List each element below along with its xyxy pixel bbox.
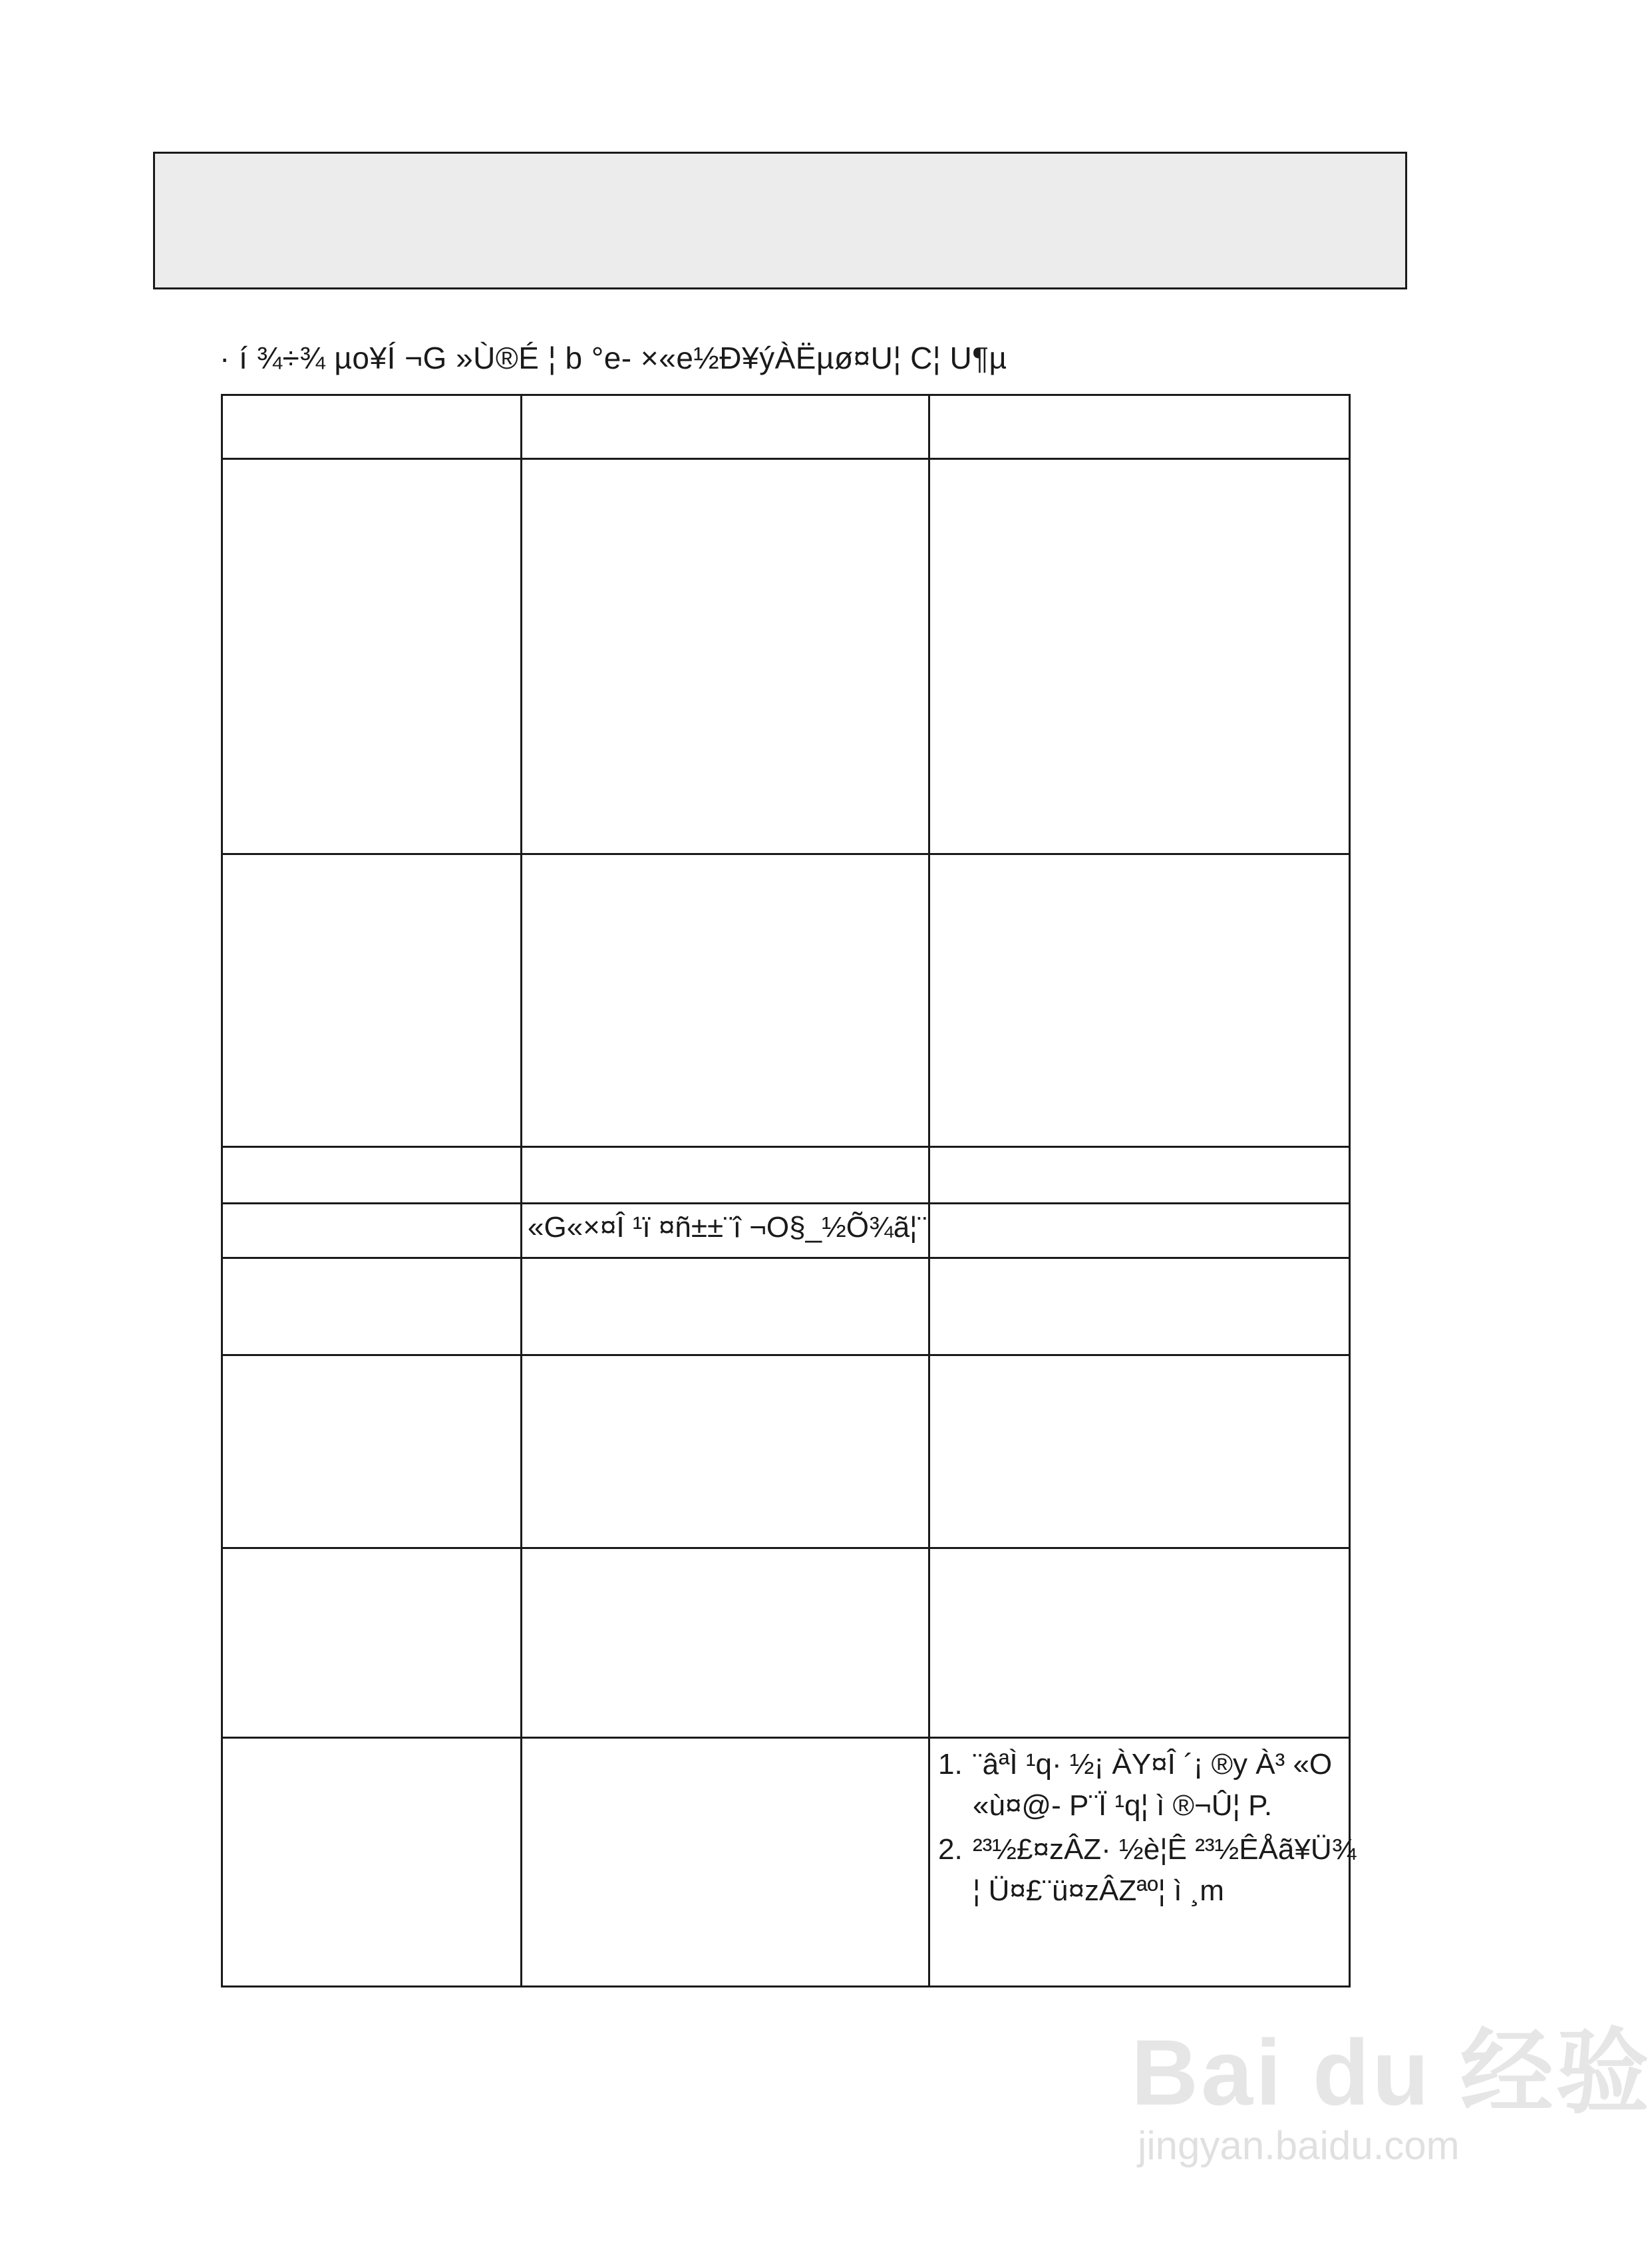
brightness-contrast-text: «G«×¤Î ¹ï ¤ñ±±¨î ¬O§_½Õ¾ã¦¨ [528, 1211, 927, 1244]
table-row [222, 1738, 1350, 1987]
table-row [222, 459, 1350, 854]
table-cell [522, 395, 929, 459]
table-cell [929, 1548, 1350, 1738]
note-line: «ù¤@- P¨Ï ¹q¦ ì ®¬Û¦ P. [973, 1789, 1273, 1822]
watermark-logo: Bai du 经验 [1131, 2020, 1652, 2125]
table-cell [522, 1204, 929, 1258]
table-cell [929, 1147, 1350, 1204]
table-cell [222, 1258, 522, 1355]
table-cell [222, 854, 522, 1147]
table-row [222, 1548, 1350, 1738]
list-item [938, 1829, 1357, 1912]
table-cell [222, 1355, 522, 1548]
table-row [222, 1355, 1350, 1548]
table-cell [222, 1147, 522, 1204]
table-cell [522, 459, 929, 854]
table-cell [522, 1355, 929, 1548]
table-cell [522, 854, 929, 1147]
table-cell [222, 1548, 522, 1738]
table-cell [222, 459, 522, 854]
table-row [222, 854, 1350, 1147]
notes-list [930, 1739, 1357, 1912]
checklist-table [221, 394, 1357, 1987]
note-number: 1. [938, 1748, 963, 1781]
table-cell [929, 1355, 1350, 1548]
intro-text: · í ¾÷¾ µo¥Í ¬G »Ù®É ¦ b °e- ×«e½Ð¥ýÀËµø¤U¦ C¦ U¶µ [220, 341, 1007, 375]
table-row [222, 1147, 1350, 1204]
note-line: ¦ Ü¤£¨ü¤zÂZªº¦ ì ¸m [973, 1874, 1224, 1907]
watermark [1131, 2020, 1652, 2209]
table-cell [929, 395, 1350, 459]
table-row [222, 1258, 1350, 1355]
table-cell [929, 854, 1350, 1147]
table-cell [522, 1147, 929, 1204]
table-cell [929, 1738, 1357, 1987]
note-number: 2. [938, 1833, 963, 1866]
watermark-url: jingyan.baidu.com [1138, 2123, 1460, 2168]
note-line: ²³½£¤zÂZ· ½è¦Ê ²³½ÊÅã¥Ü¾ [973, 1833, 1357, 1866]
table-cell [929, 459, 1350, 854]
table-cell [222, 1738, 522, 1987]
table-cell [929, 1258, 1350, 1355]
list-item [938, 1744, 1349, 1826]
table-cell [929, 1204, 1350, 1258]
table-cell [222, 1204, 522, 1258]
table-row [222, 395, 1350, 459]
table-cell [522, 1548, 929, 1738]
table-cell [222, 395, 522, 459]
header-box [153, 152, 1407, 289]
table-cell [522, 1258, 929, 1355]
table-row [222, 1204, 1350, 1258]
note-line: ¨âªÌ ¹q· ½¡ ÀY¤Î ´¡ ®y À³ «O [973, 1748, 1333, 1781]
table-cell [522, 1738, 929, 1987]
